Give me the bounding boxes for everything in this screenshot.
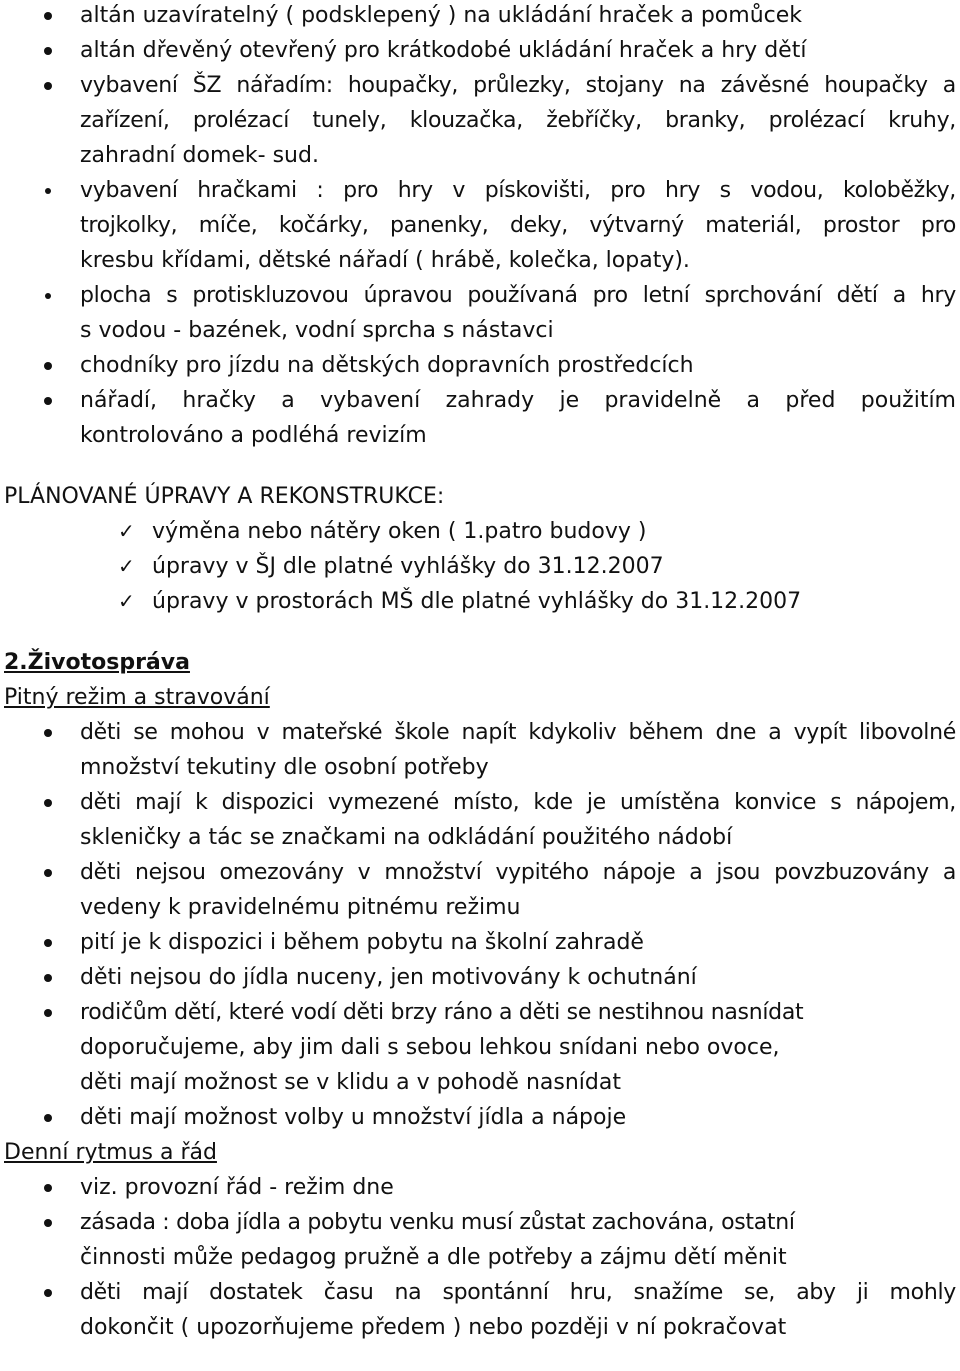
list-item-text: trojkolky, míče, kočárky, panenky, deky, výtvarný materiál, prostor pro <box>80 213 956 238</box>
checklist-item-text: úpravy v prostorách MŠ dle platné vyhlášky do 31.12.2007 <box>152 589 802 614</box>
list-item <box>0 278 960 348</box>
facilities-list <box>0 0 960 453</box>
checklist-item-text: výměna nebo nátěry oken ( 1.patro budovy ) <box>152 519 647 544</box>
list-item <box>0 1170 960 1205</box>
list-item <box>0 785 960 855</box>
rhythm-list <box>0 1170 960 1345</box>
list-item <box>0 1100 960 1135</box>
list-item <box>0 173 960 278</box>
list-item-text: rodičům dětí, které vodí děti brzy ráno a děti se nestihnou nasnídat <box>80 1000 804 1025</box>
checkmark-icon: ✓ <box>118 589 135 613</box>
list-item-text: s vodou - bazének, vodní sprcha s nástavci <box>80 318 554 343</box>
list-item-text: děti mají dostatek času na spontánní hru, snažíme se, aby ji mohly <box>80 1280 956 1305</box>
list-item-text: kresbu křídami, dětské nářadí ( hrábě, kolečka, lopaty). <box>80 248 690 273</box>
list-item <box>0 960 960 995</box>
list-item <box>0 383 960 453</box>
spacer <box>0 619 960 645</box>
list-item-text: děti nejsou omezovány v množství vypitého nápoje a jsou povzbuzovány a <box>80 860 956 885</box>
list-item <box>0 1205 960 1275</box>
list-item-text: kontrolováno a podléhá revizím <box>80 423 427 448</box>
list-item-text: pití je k dispozici i během pobytu na školní zahradě <box>80 930 644 955</box>
list-item-text: děti nejsou do jídla nuceny, jen motivovány k ochutnání <box>80 965 697 990</box>
list-item-text: děti mají možnost volby u množství jídla a nápoje <box>80 1105 627 1130</box>
checklist-item <box>0 514 960 549</box>
list-item-text: zásada : doba jídla a pobytu venku musí zůstat zachována, ostatní <box>80 1210 795 1235</box>
list-item-text: vedeny k pravidelnému pitnému režimu <box>80 895 521 920</box>
list-item-text: altán uzavíratelný ( podsklepený ) na ukládání hraček a pomůcek <box>80 3 803 28</box>
list-item-text: děti se mohou v mateřské škole napít kdykoliv během dne a vypít libovolné <box>80 720 956 745</box>
list-item-text: činnosti může pedagog pružně a dle potřeby a zájmu dětí měnit <box>80 1245 787 1270</box>
list-item <box>0 995 960 1100</box>
checkmark-icon: ✓ <box>118 554 135 578</box>
checklist-item <box>0 584 960 619</box>
list-item <box>0 348 960 383</box>
list-item-text: vybavení hračkami : pro hry v pískovišti, pro hry s vodou, koloběžky, <box>80 178 956 203</box>
list-item <box>0 855 960 925</box>
list-item <box>0 68 960 173</box>
list-item-text: zařízení, prolézací tunely, klouzačka, žebříčky, branky, prolézací kruhy, <box>80 108 956 133</box>
list-item-text: nářadí, hračky a vybavení zahrady je pravidelně a před použitím <box>80 388 956 413</box>
subheading-drinking: Pitný režim a stravování <box>4 685 270 710</box>
list-item-text: doporučujeme, aby jim dali s sebou lehkou snídani nebo ovoce, <box>80 1035 780 1060</box>
list-item <box>0 925 960 960</box>
list-item-text: altán dřevěný otevřený pro krátkodobé ukládání hraček a hry dětí <box>80 38 807 63</box>
checkmark-icon: ✓ <box>118 519 135 543</box>
checklist-item-text: úpravy v ŠJ dle platné vyhlášky do 31.12.2007 <box>152 554 664 579</box>
drinking-list <box>0 715 960 1135</box>
checklist-item <box>0 549 960 584</box>
list-item-text: zahradní domek- sud. <box>80 143 319 168</box>
list-item-text: skleničky a tác se značkami na odkládání použitého nádobí <box>80 825 733 850</box>
list-item-text: děti mají možnost se v klidu a v pohodě nasnídat <box>80 1070 621 1095</box>
list-item <box>0 33 960 68</box>
list-item-text: dokončit ( upozorňujeme předem ) nebo později v ní pokračovat <box>80 1315 787 1340</box>
list-item-text: množství tekutiny dle osobní potřeby <box>80 755 489 780</box>
section-title: 2.Životospráva <box>4 650 190 675</box>
list-item <box>0 0 960 33</box>
list-item-text: plocha s protiskluzovou úpravou používaná pro letní sprchování dětí a hry <box>80 283 956 308</box>
list-item-text: chodníky pro jízdu na dětských dopravních prostředcích <box>80 353 694 378</box>
list-item <box>0 1275 960 1345</box>
subheading-rhythm: Denní rytmus a řád <box>4 1140 217 1165</box>
planned-list <box>0 514 960 619</box>
planned-heading: PLÁNOVANÉ ÚPRAVY A REKONSTRUKCE: <box>4 484 445 509</box>
list-item-text: děti mají k dispozici vymezené místo, kde je umístěna konvice s nápojem, <box>80 790 956 815</box>
list-item-text: viz. provozní řád - režim dne <box>80 1175 394 1200</box>
list-item <box>0 715 960 785</box>
spacer <box>0 453 960 479</box>
list-item-text: vybavení ŠZ nářadím: houpačky, průlezky, stojany na závěsné houpačky a <box>80 73 956 98</box>
